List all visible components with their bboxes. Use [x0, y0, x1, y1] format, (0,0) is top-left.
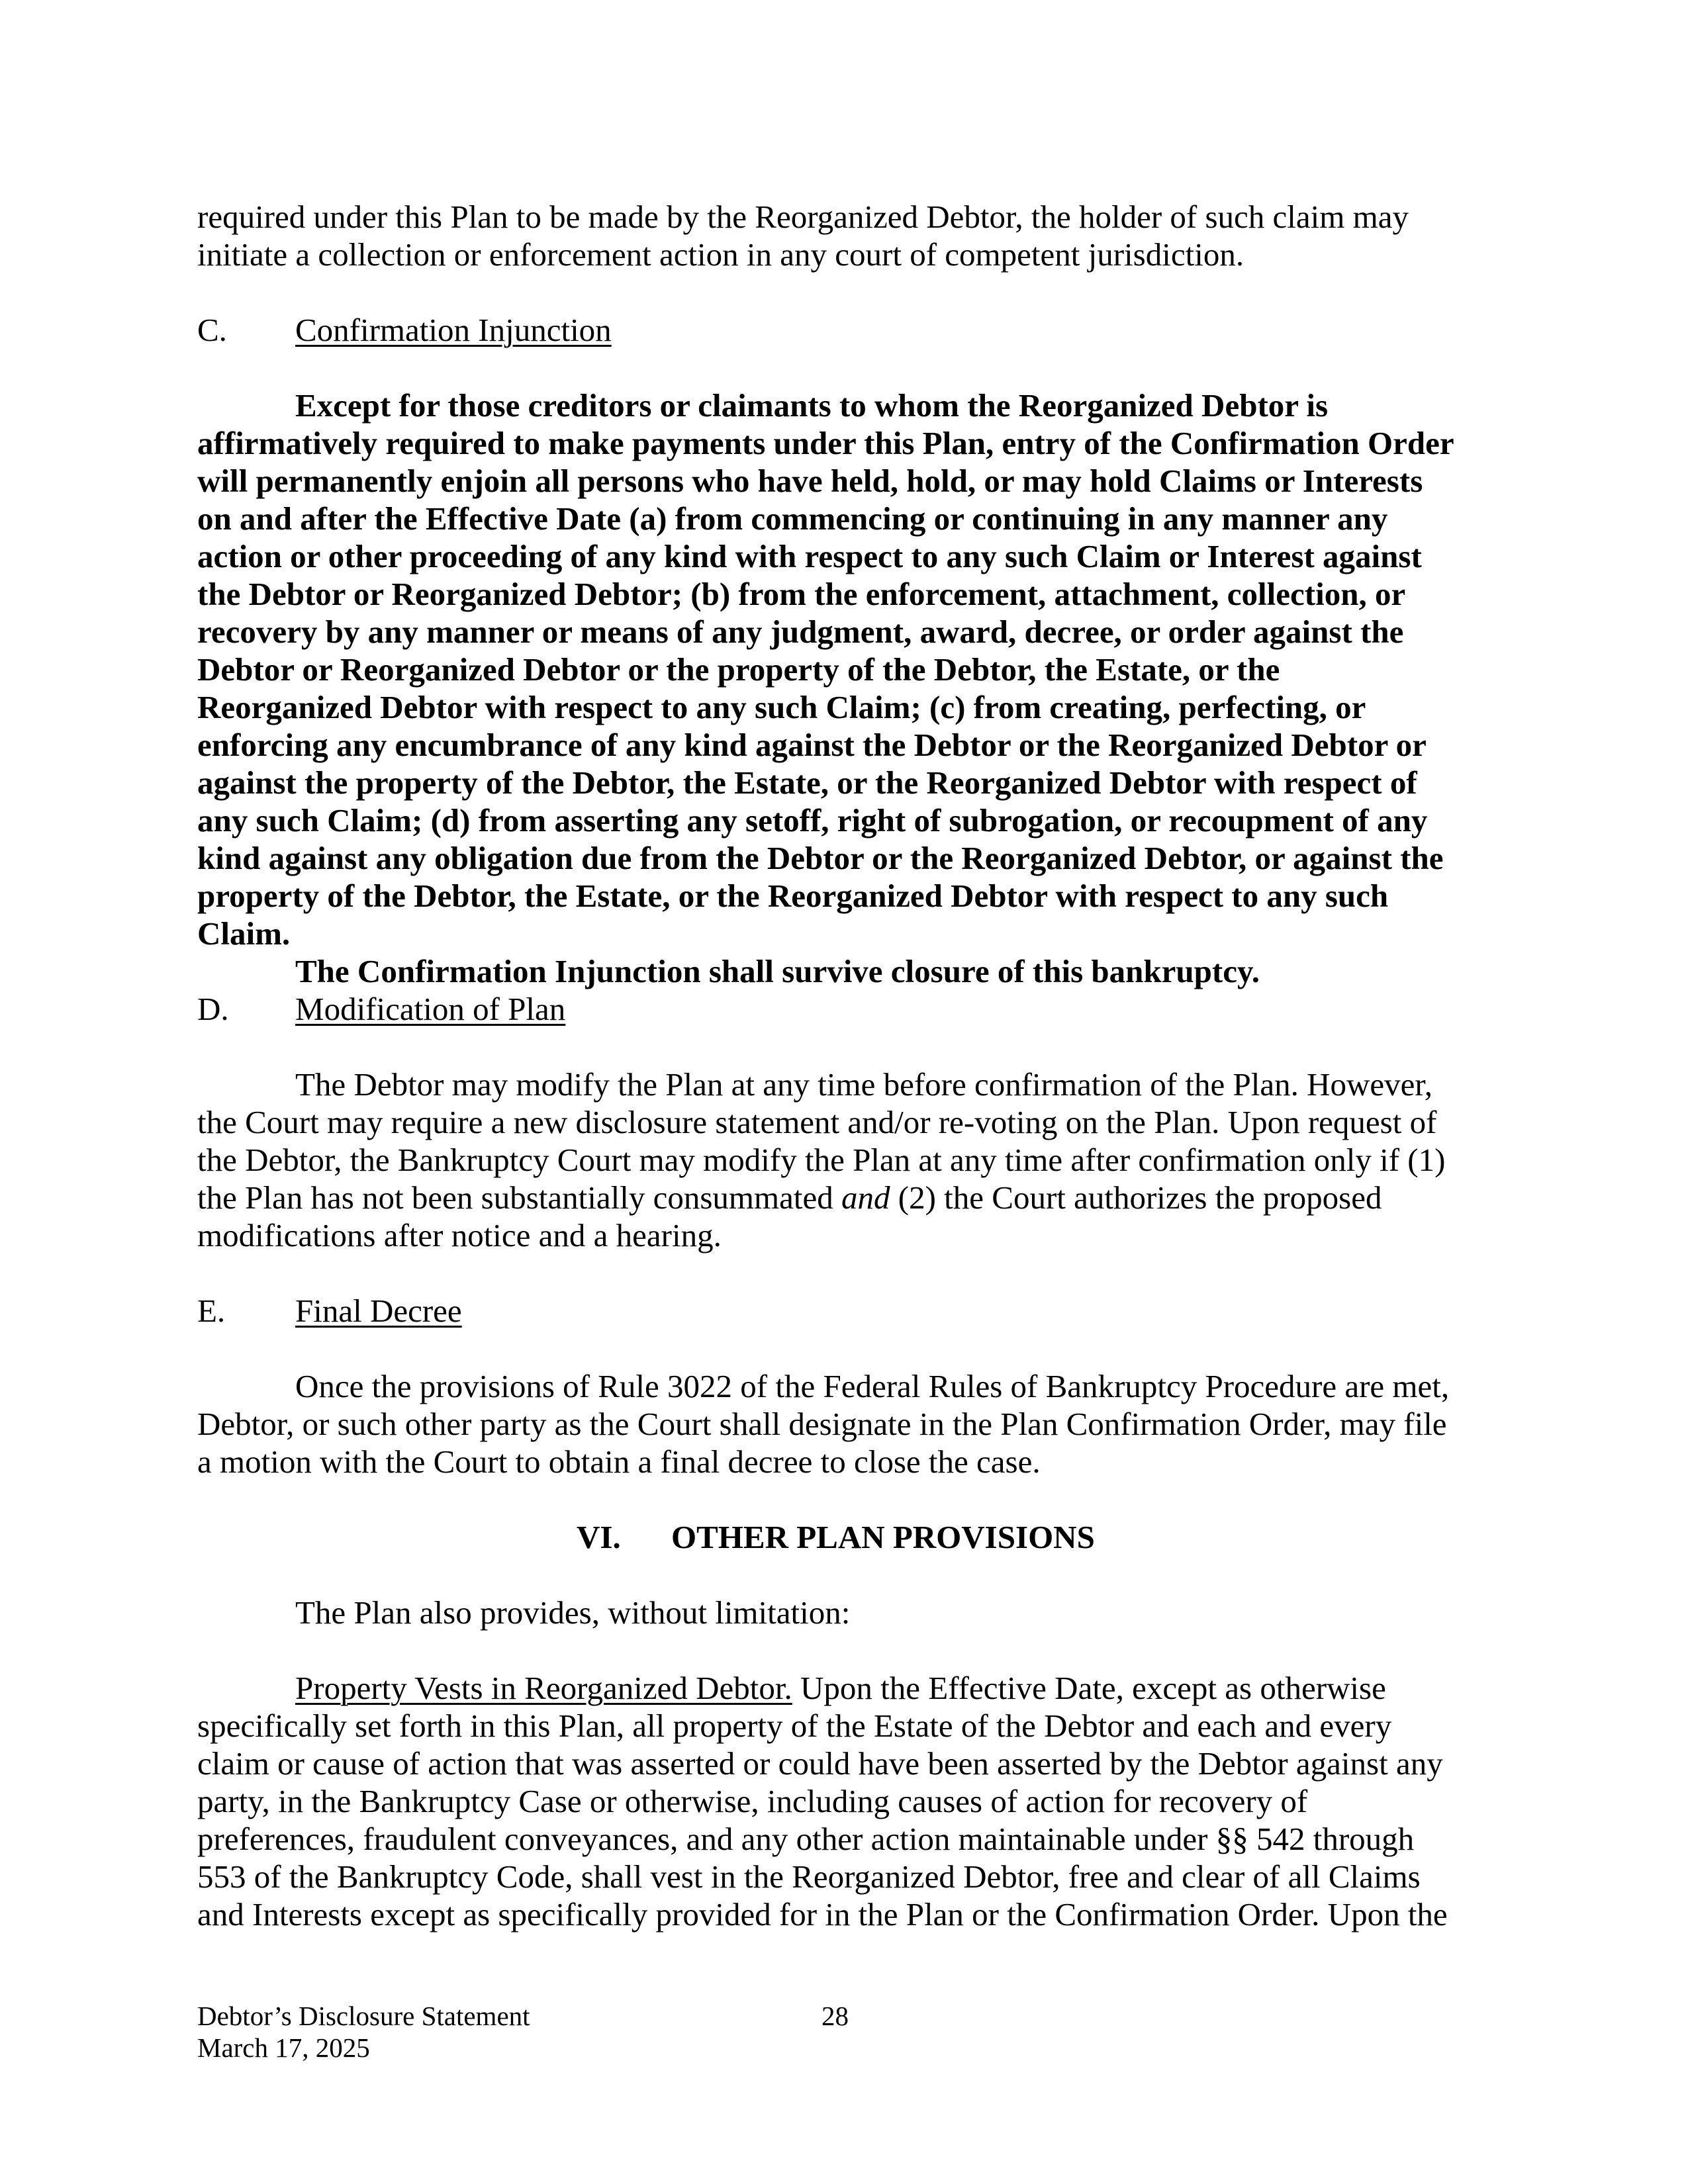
bold-line: the Debtor or Reorganized Debtor; (b) from the enforcement, attachment, collection, or	[197, 576, 1406, 612]
body-line: preferences, fraudulent conveyances, and any other action maintainable under §§ 542 through	[197, 1821, 1415, 1857]
body-line: initiate a collection or enforcement action in any court of competent jurisdiction.	[197, 236, 1244, 273]
body-line: 553 of the Bankruptcy Code, shall vest in the Reorganized Debtor, free and clear of all Claims	[197, 1858, 1421, 1895]
body-line: required under this Plan to be made by the Reorganized Debtor, the holder of such claim may	[197, 199, 1409, 235]
italic-text: and	[841, 1179, 890, 1216]
bold-line: against the property of the Debtor, the Estate, or the Reorganized Debtor with respect of	[197, 764, 1417, 801]
body-line: The Plan also provides, without limitation:	[295, 1594, 851, 1631]
bold-line: recovery by any manner or means of any judgment, award, decree, or order against the	[197, 614, 1404, 650]
body-line: Once the provisions of Rule 3022 of the Federal Rules of Bankruptcy Procedure are met,	[295, 1368, 1450, 1404]
bold-line: property of the Debtor, the Estate, or the Reorganized Debtor with respect to any such	[197, 878, 1389, 914]
section-letter: D.	[197, 991, 229, 1027]
body-line: the Debtor, the Bankruptcy Court may modify the Plan at any time after confirmation only if (1)	[197, 1142, 1446, 1178]
body-line: modifications after notice and a hearing.	[197, 1217, 722, 1253]
bold-line: kind against any obligation due from the Debtor or the Reorganized Debtor, or against the	[197, 840, 1444, 876]
bold-line: Reorganized Debtor with respect to any such Claim; (c) from creating, perfecting, or	[197, 689, 1366, 725]
body-line: specifically set forth in this Plan, all property of the Estate of the Debtor and each and every	[197, 1707, 1392, 1744]
bold-line: enforcing any encumbrance of any kind against the Debtor or the Reorganized Debtor or	[197, 727, 1427, 763]
section-c-heading	[197, 311, 1468, 349]
footer-doc-title: Debtor’s Disclosure Statement	[197, 2001, 530, 2031]
body-line: a motion with the Court to obtain a final decree to close the case.	[197, 1443, 1041, 1480]
bold-line: any such Claim; (d) from asserting any setoff, right of subrogation, or recoupment of any	[197, 802, 1428, 839]
bold-line: affirmatively required to make payments under this Plan, entry of the Confirmation Order	[197, 425, 1454, 461]
body-line	[197, 1179, 1468, 1216]
section-title: Confirmation Injunction	[295, 312, 612, 348]
body-line: Debtor, or such other party as the Court shall designate in the Plan Confirmation Order, may file	[197, 1406, 1447, 1442]
body-line: claim or cause of action that was asserted or could have been asserted by the Debtor against any	[197, 1745, 1443, 1782]
bold-line: action or other proceeding of any kind with respect to any such Claim or Interest against	[197, 538, 1422, 574]
section-title: Modification of Plan	[295, 991, 566, 1027]
bold-line: Claim.	[197, 915, 291, 952]
section-d-heading	[197, 990, 1468, 1028]
bold-line: Debtor or Reorganized Debtor or the property of the Debtor, the Estate, or the	[197, 651, 1280, 688]
footer-date: March 17, 2025	[197, 2032, 370, 2063]
body-line: and Interests except as specifically provided for in the Plan or the Confirmation Order. Upon the	[197, 1896, 1448, 1933]
document-body	[197, 198, 1468, 1933]
section-letter: E.	[197, 1293, 226, 1329]
article-vi-heading	[197, 1518, 1468, 1556]
body-line	[197, 1669, 1468, 1707]
survival-line: The Confirmation Injunction shall survive closure of this bankruptcy.	[295, 953, 1260, 989]
subheading: Property Vests in Reorganized Debtor.	[295, 1670, 792, 1706]
article-title: OTHER PLAN PROVISIONS	[671, 1519, 1095, 1555]
body-line: the Court may require a new disclosure statement and/or re-voting on the Plan. Upon request of	[197, 1104, 1437, 1140]
section-e-heading	[197, 1292, 1468, 1330]
bold-line: Except for those creditors or claimants to whom the Reorganized Debtor is	[295, 387, 1329, 424]
section-letter: C.	[197, 312, 227, 348]
footer	[197, 2000, 530, 2064]
text: Upon the Effective Date, except as otherwise	[792, 1670, 1386, 1706]
page-number: 28	[821, 2001, 849, 2031]
body-line: The Debtor may modify the Plan at any time before confirmation of the Plan. However,	[295, 1066, 1432, 1103]
bold-line: will permanently enjoin all persons who have held, hold, or may hold Claims or Interests	[197, 463, 1423, 499]
section-title: Final Decree	[295, 1293, 462, 1329]
text: the Plan has not been substantially consummated	[197, 1179, 842, 1216]
text: (2) the Court authorizes the proposed	[890, 1179, 1382, 1216]
body-line: party, in the Bankruptcy Case or otherwise, including causes of action for recovery of	[197, 1783, 1308, 1819]
bold-line: on and after the Effective Date (a) from commencing or continuing in any manner any	[197, 500, 1388, 537]
article-number: VI.	[577, 1519, 621, 1555]
